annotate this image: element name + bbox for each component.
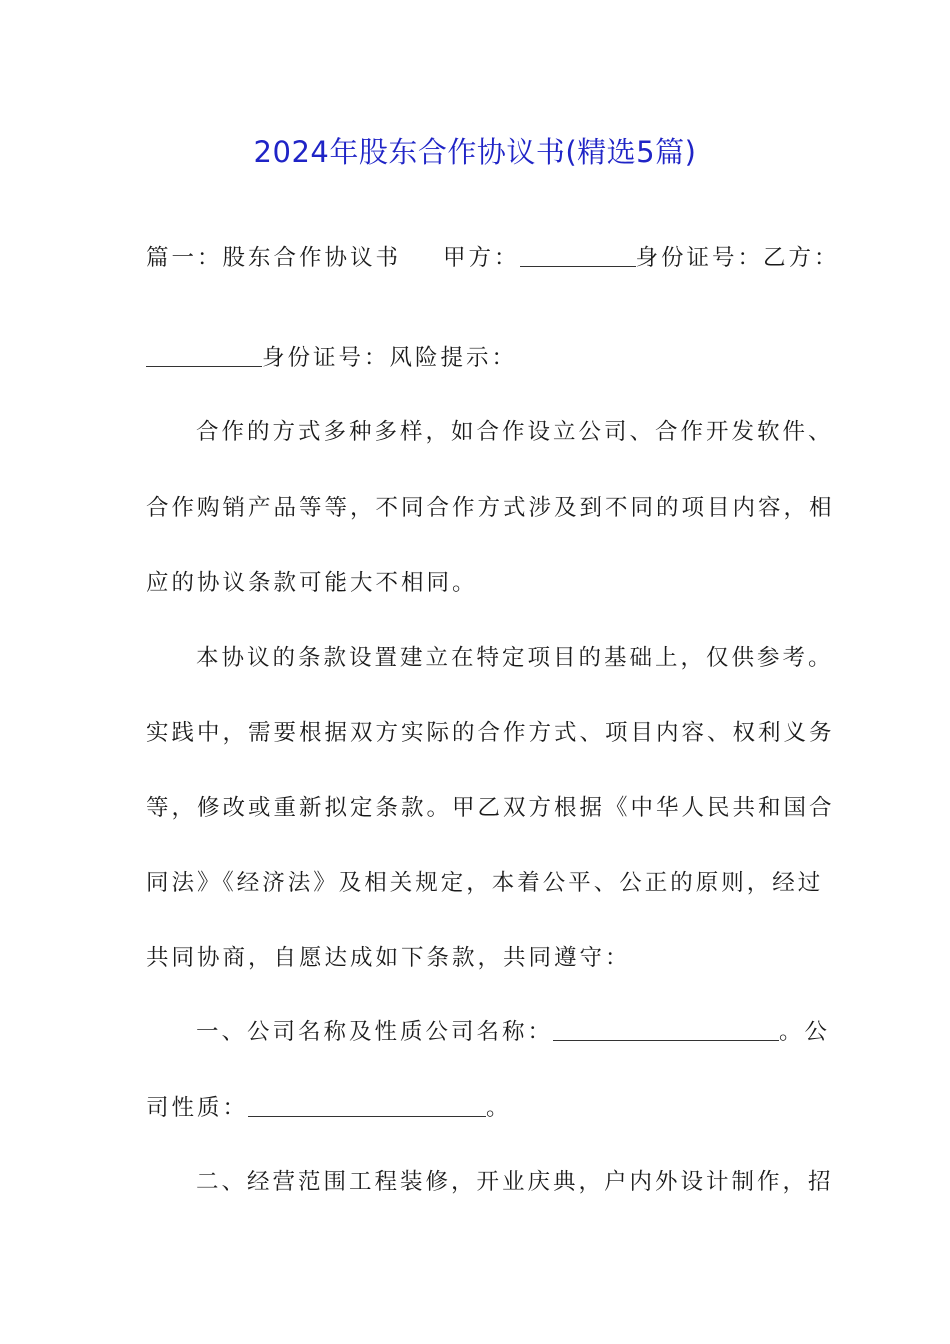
page-title: 2024年股东合作协议书(精选5篇) <box>253 135 697 169</box>
party-b-blank <box>146 338 262 367</box>
id-risk-label: 身份证号：风险提示： <box>262 345 518 371</box>
doc-line-11 <box>196 1012 830 1052</box>
company-type-suffix: 。 <box>486 1095 512 1121</box>
company-name-suffix: 。公 <box>779 1019 831 1045</box>
doc-line-8: 等，修改或重新拟定条款。甲乙双方根据《中华人民共和国合 <box>146 795 835 821</box>
company-name-blank <box>553 1012 779 1041</box>
doc-line-12 <box>146 1088 512 1128</box>
doc-line-13: 二、经营范围工程装修，开业庆典，户内外设计制作，招 <box>196 1169 834 1195</box>
party-a-label: 甲方： <box>443 245 520 271</box>
doc-line-4: 合作购销产品等等，不同合作方式涉及到不同的项目内容，相 <box>146 495 835 521</box>
party-a-blank <box>520 238 636 267</box>
company-type-label: 司性质： <box>146 1095 249 1121</box>
doc-line-3: 合作的方式多种多样，如合作设立公司、合作开发软件、 <box>196 419 834 445</box>
company-name-label: 一、公司名称及性质公司名称： <box>196 1019 554 1045</box>
doc-line-9: 同法》《经济法》及相关规定，本着公平、公正的原则，经过 <box>146 870 824 896</box>
doc-line-1 <box>146 238 840 278</box>
doc-line-5: 应的协议条款可能大不相同。 <box>146 570 478 596</box>
doc-line-7: 实践中，需要根据双方实际的合作方式、项目内容、权利义务 <box>146 720 835 746</box>
section-heading: 篇一：股东合作协议书 <box>146 245 402 271</box>
id-party-b-label: 身份证号：乙方： <box>635 245 840 271</box>
doc-line-6: 本协议的条款设置建立在特定项目的基础上，仅供参考。 <box>196 645 834 671</box>
doc-line-10: 共同协商，自愿达成如下条款，共同遵守： <box>146 945 631 971</box>
doc-line-2 <box>146 338 517 378</box>
company-type-blank <box>248 1088 486 1117</box>
